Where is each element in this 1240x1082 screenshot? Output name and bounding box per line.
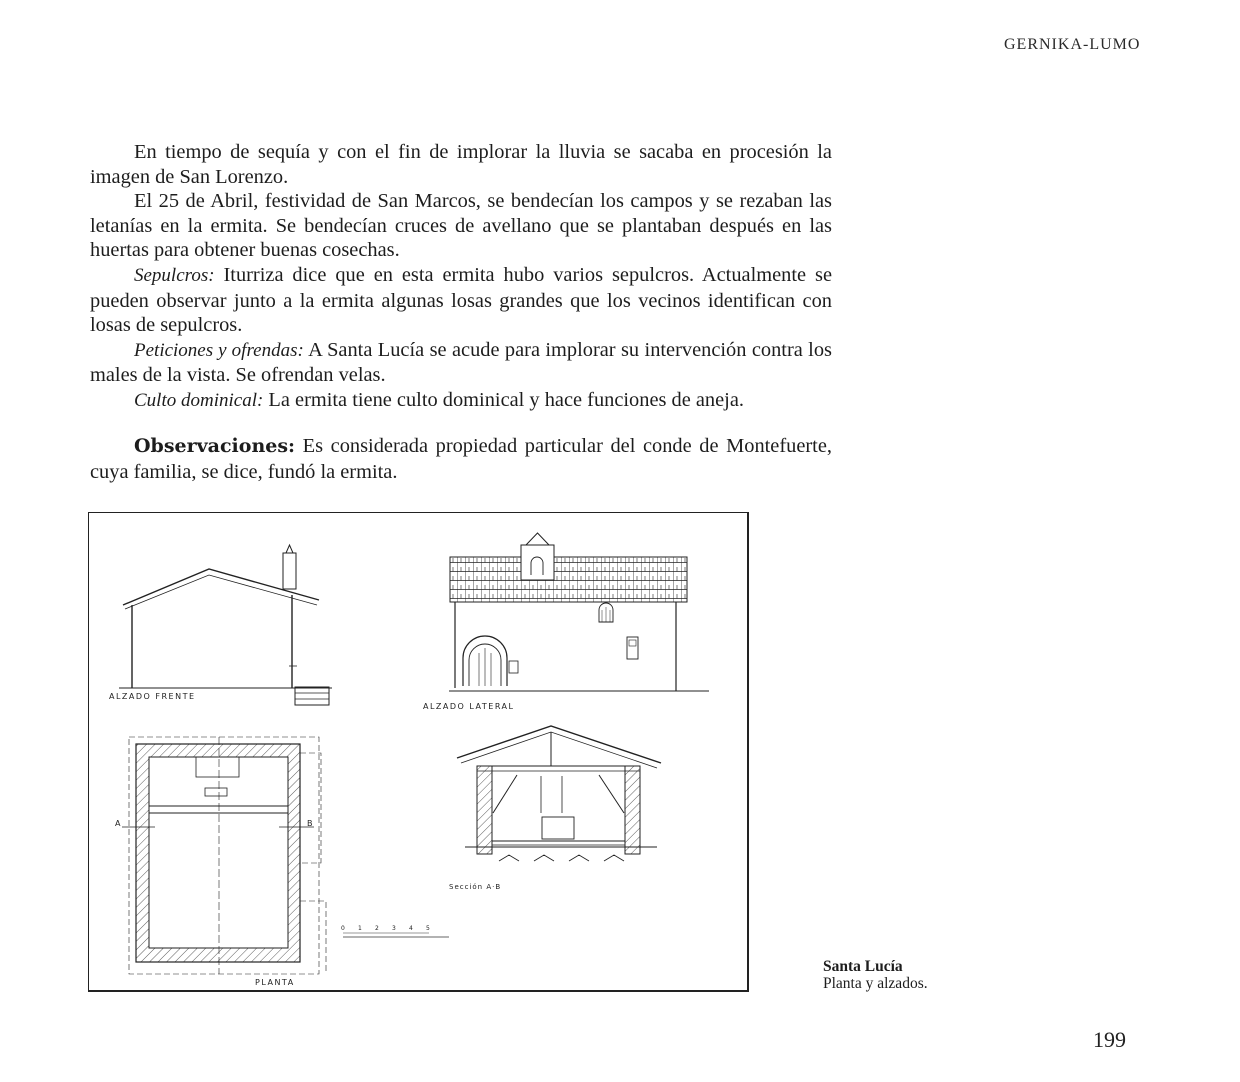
runin-heading: Culto dominical: (134, 389, 264, 411)
body-text (90, 140, 832, 485)
paragraph-culto (90, 388, 832, 414)
observaciones-label: Observaciones: (134, 434, 296, 457)
paragraph-text: La ermita tiene culto dominical y hace funciones de aneja. (263, 388, 744, 411)
side-elevation-label: ALZADO LATERAL (423, 702, 515, 711)
front-elevation-drawing (119, 545, 332, 705)
floor-plan-drawing (122, 737, 326, 974)
runin-heading: Sepulcros: (134, 264, 215, 286)
front-elevation-label: ALZADO FRENTE (109, 692, 196, 701)
page-number: 199 (1093, 1027, 1126, 1052)
scale-tick-2: 2 (375, 925, 379, 932)
paragraph-peticiones (90, 338, 832, 388)
drawing-sheet (89, 513, 747, 990)
section-mark-a: A (115, 819, 122, 828)
paragraph-text: Es considerada propiedad particular del conde de Montefuerte, cuya familia, se dice, fundó la ermita. (90, 434, 832, 483)
paragraph (90, 189, 832, 263)
paragraph-text: El 25 de Abril, festividad de San Marcos, se bendecían los campos y se rezaban las letanías en la ermita. Se bendecían cruces de avellano que se plantaban después en las huertas para obtener buenas cosechas. (90, 190, 832, 262)
paragraph-observaciones (90, 433, 832, 485)
scale-tick-0: 0 (341, 925, 345, 932)
scale-tick-4: 4 (409, 925, 413, 932)
architectural-drawing-figure (88, 512, 749, 992)
paragraph (90, 140, 832, 189)
section-mark-b: B (307, 819, 314, 828)
paragraph-text: A Santa Lucía se acude para implorar su intervención contra los males de la vista. Se ofrendan velas. (90, 338, 832, 387)
scale-tick-3: 3 (392, 925, 396, 932)
running-head: GERNIKA-LUMO (1004, 36, 1141, 53)
section-label: Sección A·B (449, 883, 502, 891)
paragraph-text: En tiempo de sequía y con el fin de implorar la lluvia se sacaba en procesión la imagen de San Lorenzo. (90, 141, 832, 188)
scale-bar (343, 933, 449, 937)
section-drawing (457, 726, 661, 861)
scale-tick-1: 1 (358, 925, 362, 932)
caption-title: Santa Lucía (823, 958, 903, 975)
floor-plan-label: PLANTA (255, 978, 295, 987)
paragraph-sepulcros (90, 263, 832, 338)
caption-subtitle: Planta y alzados. (823, 975, 928, 992)
paragraph-text: Iturriza dice que en esta ermita hubo varios sepulcros. Actualmente se pueden observar junto a la ermita algunas losas grandes que los vecinos identifican con losas de sepulcros. (90, 263, 832, 337)
scale-tick-5: 5 (426, 925, 430, 932)
figure-caption (823, 958, 928, 992)
runin-heading: Peticiones y ofrendas: (134, 339, 304, 361)
side-elevation-drawing (449, 533, 709, 691)
